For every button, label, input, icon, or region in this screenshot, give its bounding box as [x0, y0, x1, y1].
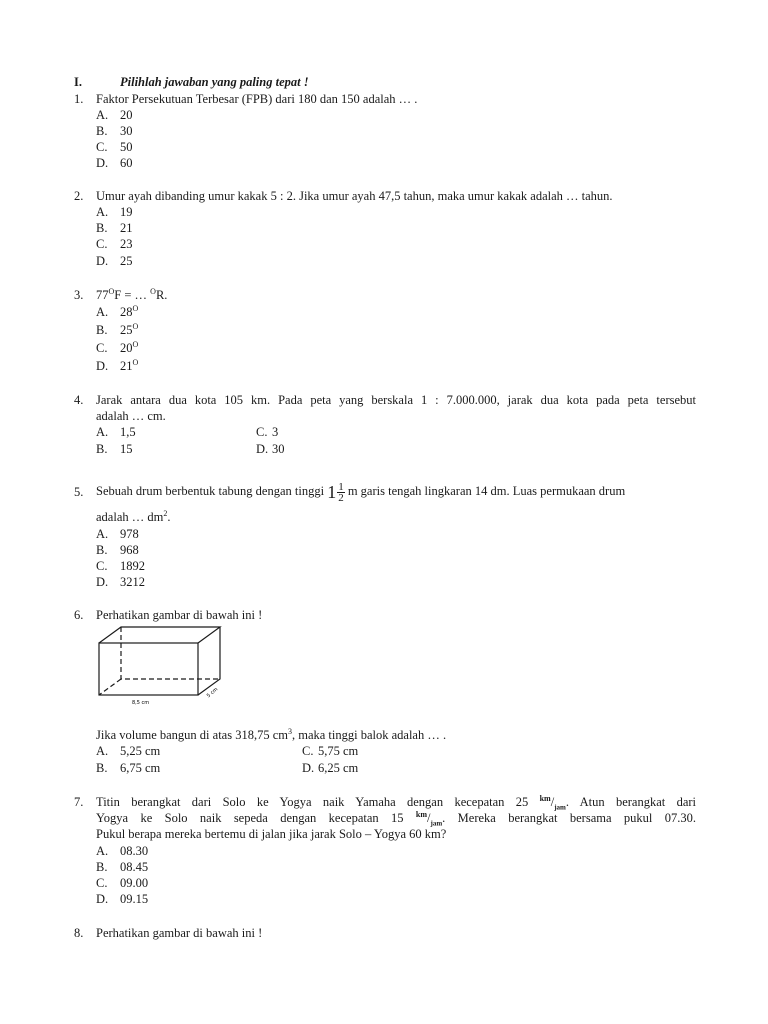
q2-option-a: A. 19 [96, 205, 133, 219]
q6-option-d: D. 6,25 cm [302, 761, 359, 775]
q4-option-c: C. 3 [256, 425, 279, 439]
q1-number: 1. [74, 92, 84, 106]
q1-option-a: A. 20 [96, 108, 133, 122]
q6-number: 6. [74, 608, 84, 622]
q7-option-d: D. 09.15 [96, 892, 149, 906]
q5-option-a: A. 978 [96, 527, 139, 541]
q1-option-b: B. 30 [96, 124, 133, 138]
q2-option-c: C. 23 [96, 237, 133, 251]
q5-mixed-whole: 1 [327, 482, 337, 503]
q3-option-b: B. $25^O$ [96, 321, 139, 337]
q3-option-a: A. $28^O$ [96, 303, 139, 319]
q5-number: 5. [74, 485, 84, 499]
q8-text: Perhatikan gambar di bawah ini ! [96, 926, 263, 940]
q3-number: 3. [74, 288, 84, 302]
q7-option-a: A. 08.30 [96, 844, 149, 858]
q7-option-c: C. 09.00 [96, 876, 149, 890]
cuboid-top-edges [99, 627, 220, 643]
q6-option-b: B. 6,75 cm [96, 761, 161, 775]
cuboid-hidden-diagonal [99, 679, 121, 695]
section-number: I. [74, 75, 82, 89]
q2-option-d: D. 25 [96, 254, 133, 268]
q5-option-d: D. 3212 [96, 575, 145, 589]
section-title: Pilihlah jawaban yang paling tepat ! [120, 75, 309, 89]
q7-line2: Yogya ke Solo naik sepeda dengan kecepatan 15 $^{km}/_{jam}$. Mereka berangkat bersama pukul 07.30. [96, 809, 696, 828]
q6-option-a: A. 5,25 cm [96, 744, 161, 758]
q3-option-c: C. $20^O$ [96, 339, 139, 355]
q2-number: 2. [74, 189, 84, 203]
q6-text: Perhatikan gambar di bawah ini ! [96, 608, 263, 622]
q4-number: 4. [74, 393, 84, 407]
q8-number: 8. [74, 926, 84, 940]
cuboid-right-edges [198, 627, 220, 695]
q3-option-d: D. $21^O$ [96, 357, 139, 373]
q4-line1: Jarak antara dua kota 105 km. Pada peta yang berskala 1 : 7.000.000, jarak dua kota pada peta tersebut [96, 393, 696, 407]
q5-line2: adalah … $dm^2$. [96, 508, 171, 524]
q2-text: Umur ayah dibanding umur kakak 5 : 2. Jika umur ayah 47,5 tahun, maka umur kakak adalah … tahun. [96, 189, 613, 203]
q7-option-b: B. 08.45 [96, 860, 149, 874]
q5-option-b: B. 968 [96, 543, 139, 557]
q5-line1: Sebuah drum berbentuk tabung dengan tinggi 1 $\frac{1}{2}$ m garis tengah lingkaran 14 dm. Luas permukaan drum [96, 480, 626, 504]
q6-option-c: C. 5,75 cm [302, 744, 359, 758]
q1-text: Faktor Persekutuan Terbesar (FPB) dari 180 dan 150 adalah … . [96, 92, 418, 106]
cuboid-length-label: 8,5 cm [132, 700, 150, 706]
q7-number: 7. [74, 795, 84, 809]
q1-option-c: C. 50 [96, 140, 133, 154]
q4-option-b: B. 15 [96, 442, 133, 456]
q6-line2: Jika volume bangun di atas 318,75 $cm^3$, maka tinggi balok adalah … . [96, 726, 447, 742]
q5-fraction: $\frac{1}{2}$ [338, 480, 344, 504]
q7-line3: Pukul berapa mereka bertemu di jalan jika jarak Solo – Yogya 60 km? [96, 827, 447, 841]
q3-text: $77^OF$ = … $^O$R. [96, 286, 168, 302]
cuboid-front-face [99, 643, 198, 695]
cuboid-figure [94, 622, 224, 706]
q4-line2: adalah … cm. [96, 409, 166, 423]
cuboid-hidden-edges [121, 627, 220, 679]
q4-option-d: D. 30 [256, 442, 285, 456]
cuboid-width-label: 5 cm [205, 686, 220, 700]
q7-line1: Titin berangkat dari Solo ke Yogya naik Yamaha dengan kecepatan 25 $^{km}/_{jam}$. Atun berangkat dari [96, 793, 697, 812]
q5-option-c: C. 1892 [96, 559, 145, 573]
q1-option-d: D. 60 [96, 156, 133, 170]
q4-option-a: A. 1,5 [96, 425, 136, 439]
q2-option-b: B. 21 [96, 221, 133, 235]
